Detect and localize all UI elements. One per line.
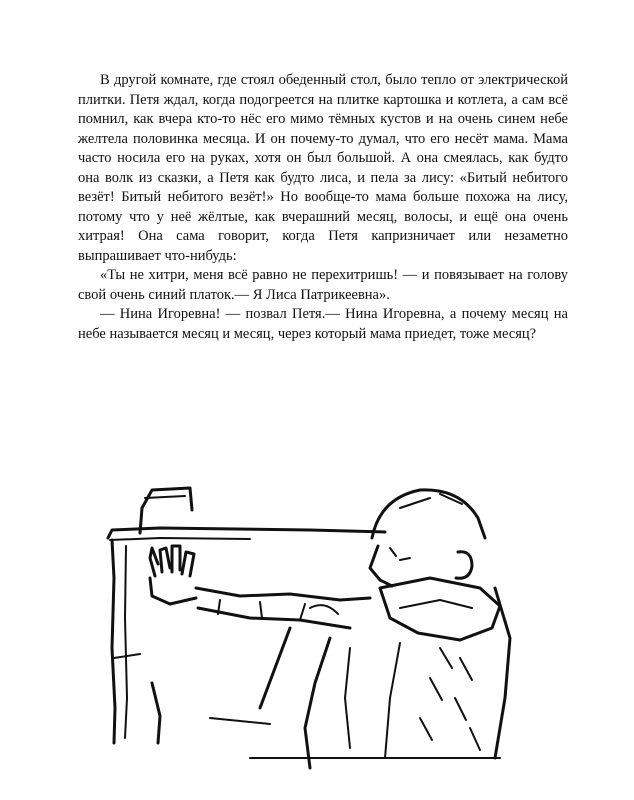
boy-at-table-illustration: [100, 468, 520, 778]
paragraph-2: «Ты не хитри, меня всё равно не перехитришь! — и повязывает на голову свой очень синий платок.— Я Лиса Патрикеевна».: [78, 267, 568, 303]
paragraph-3: — Нина Игоревна! — позвал Петя.— Нина Игоревна, а почему месяц на небе называется месяц и месяц, через который мама приедет, тоже месяц?: [78, 306, 568, 342]
story-text: [78, 71, 568, 344]
paragraph-1: В другой комнате, где стоял обеденный стол, было тепло от электрической плитки. Петя ждал, когда подогреется на плитке картошка и котлета, а сам всё помнил, как вчера кто-то нёс его мимо тёмных кустов и на очень синем небе желтела половинка месяца. И он почему-то думал, что его несёт мама. Мама часто носила его на руках, хотя он был большой. А она смеялась, как будто она волк из сказки, а Петя как будто лиса, и пела за лису: «Битый небитого везёт! Битый небитого везёт!» Но вообще-то мама больше похожа на лису, потому что у неё жёлтые, как вчерашний месяц, волосы, и ещё она очень хитрая! Она сама говорит, когда Петя капризничает или незаметно выпрашивает что-нибудь:: [78, 72, 568, 264]
